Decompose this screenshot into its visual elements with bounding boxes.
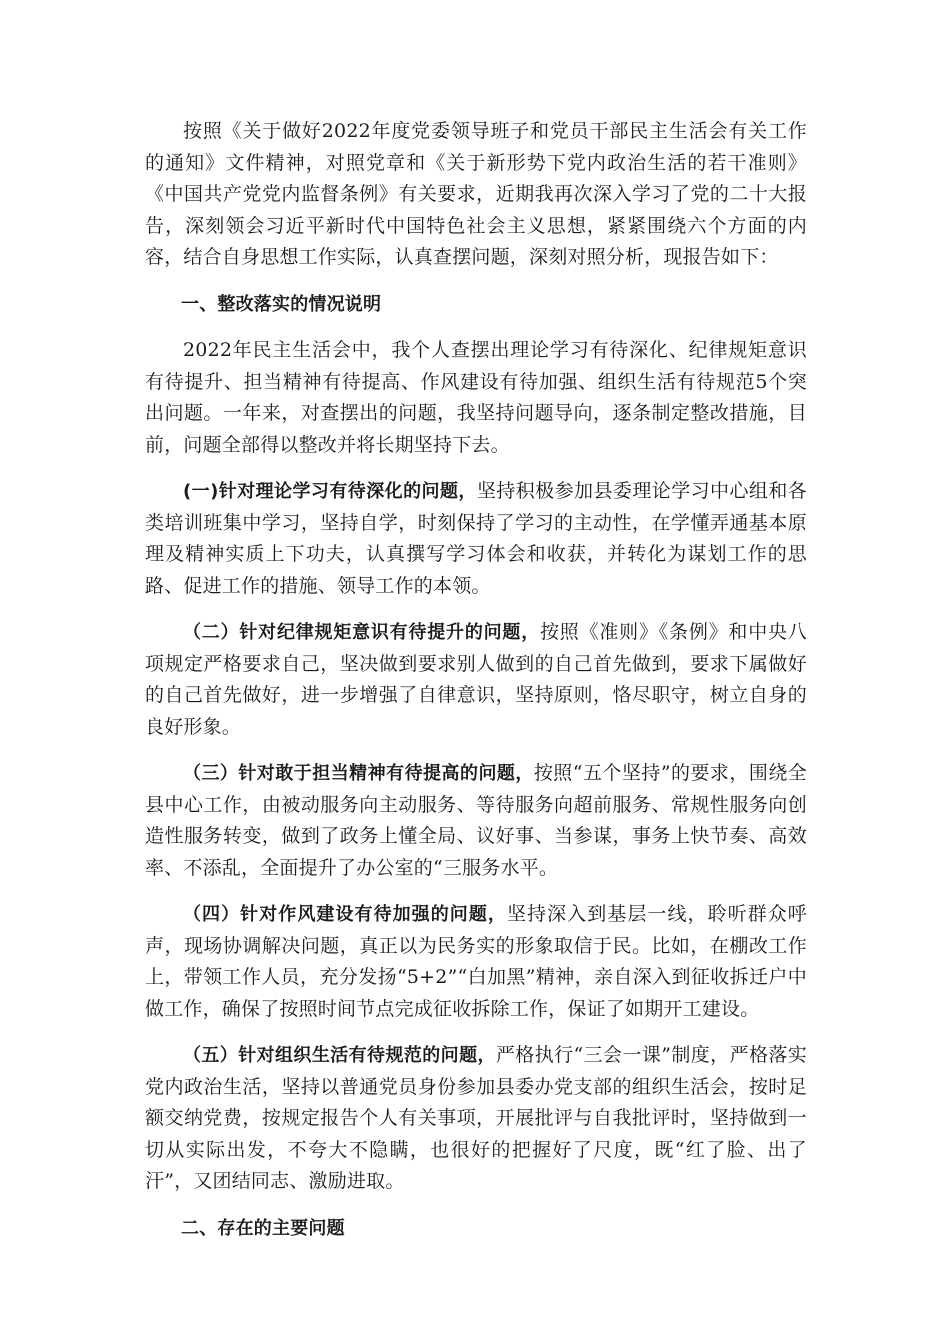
item-4-lead: （四）针对作风建设有待加强的问题， bbox=[183, 904, 507, 925]
item-2-lead: （二）针对纪律规矩意识有待提升的问题， bbox=[183, 622, 541, 643]
section-1-heading: 一、整改落实的情况说明 bbox=[181, 293, 382, 315]
item-3-lead: （三）针对敢于担当精神有待提高的问题， bbox=[183, 763, 534, 784]
item-4-paragraph bbox=[145, 899, 807, 1025]
item-5-paragraph bbox=[145, 1040, 807, 1198]
item-3-paragraph bbox=[145, 758, 807, 884]
item-2-paragraph bbox=[145, 617, 807, 743]
item-5-lead: （五）针对组织生活有待规范的问题， bbox=[183, 1045, 496, 1066]
section-1-intro-paragraph: 2022年民主生活会中，我个人查摆出理论学习有待深化、纪律规矩意识有待提升、担当精神有待提高、作风建设有待加强、组织生活有待规范5个突出问题。一年来，对查摆出的问题，我坚持问题导向，逐条制定整改措施，目前，问题全部得以整改并将长期坚持下去。 bbox=[145, 339, 807, 456]
item-1-paragraph bbox=[145, 476, 807, 602]
item-2-text: 按照《准则》《条例》和中央八项规定严格要求自己，坚决做到要求别人做到的自己首先做到，要求下属做好的自己首先做好，进一步增强了自律意识，坚持原则，恪尽职守，树立自身的良好形象。 bbox=[145, 621, 807, 738]
intro-paragraph: 按照《关于做好2022年度党委领导班子和党员干部民主生活会有关工作的通知》文件精神，对照党章和《关于新形势下党内政治生活的若干准则》《中国共产党党内监督条例》有关要求，近期我再次深入学习了党的二十大报告，深刻领会习近平新时代中国特色社会主义思想，紧紧围绕六个方面的内容，结合自身思想工作实际，认真查摆问题，深刻对照分析，现报告如下： bbox=[145, 120, 807, 268]
item-3-text: 按照“五个坚持”的要求，围绕全县中心工作，由被动服务向主动服务、等待服务向超前服务、常规性服务向创造性服务转变，做到了政务上懂全局、议好事、当参谋，事务上快节奏、高效率、不添乱，全面提升了办公室的“三服务水平。 bbox=[145, 762, 807, 879]
item-5-text: 严格执行“三会一课”制度，严格落实党内政治生活，坚持以普通党员身份参加县委办党支部的组织生活会，按时足额交纳党费，按规定报告个人有关事项，开展批评与自我批评时，坚持做到一切从实际出发，不夸大不隐瞒，也很好的把握好了尺度，既“红了脸、出了汗”，又团结同志、激励进取。 bbox=[145, 1044, 807, 1192]
section-2-heading: 二、存在的主要问题 bbox=[181, 1217, 345, 1239]
item-4-text: 坚持深入到基层一线，聆听群众呼声，现场协调解决问题，真正以为民务实的形象取信于民。比如，在棚改工作上，带领工作人员，充分发扬“5+2”“白加黑”精神，亲自深入到征收拆迁户中做工作，确保了按照时间节点完成征收拆除工作，保证了如期开工建设。 bbox=[145, 903, 807, 1020]
item-1-lead: (一)针对理论学习有待深化的问题， bbox=[183, 481, 477, 502]
item-1-text: 坚持积极参加县委理论学习中心组和各类培训班集中学习，坚持自学，时刻保持了学习的主动性，在学懂弄通基本原理及精神实质上下功夫，认真撰写学习体会和收获，并转化为谋划工作的思路、促进工作的措施、领导工作的本领。 bbox=[145, 480, 807, 597]
document-body bbox=[145, 116, 807, 1259]
